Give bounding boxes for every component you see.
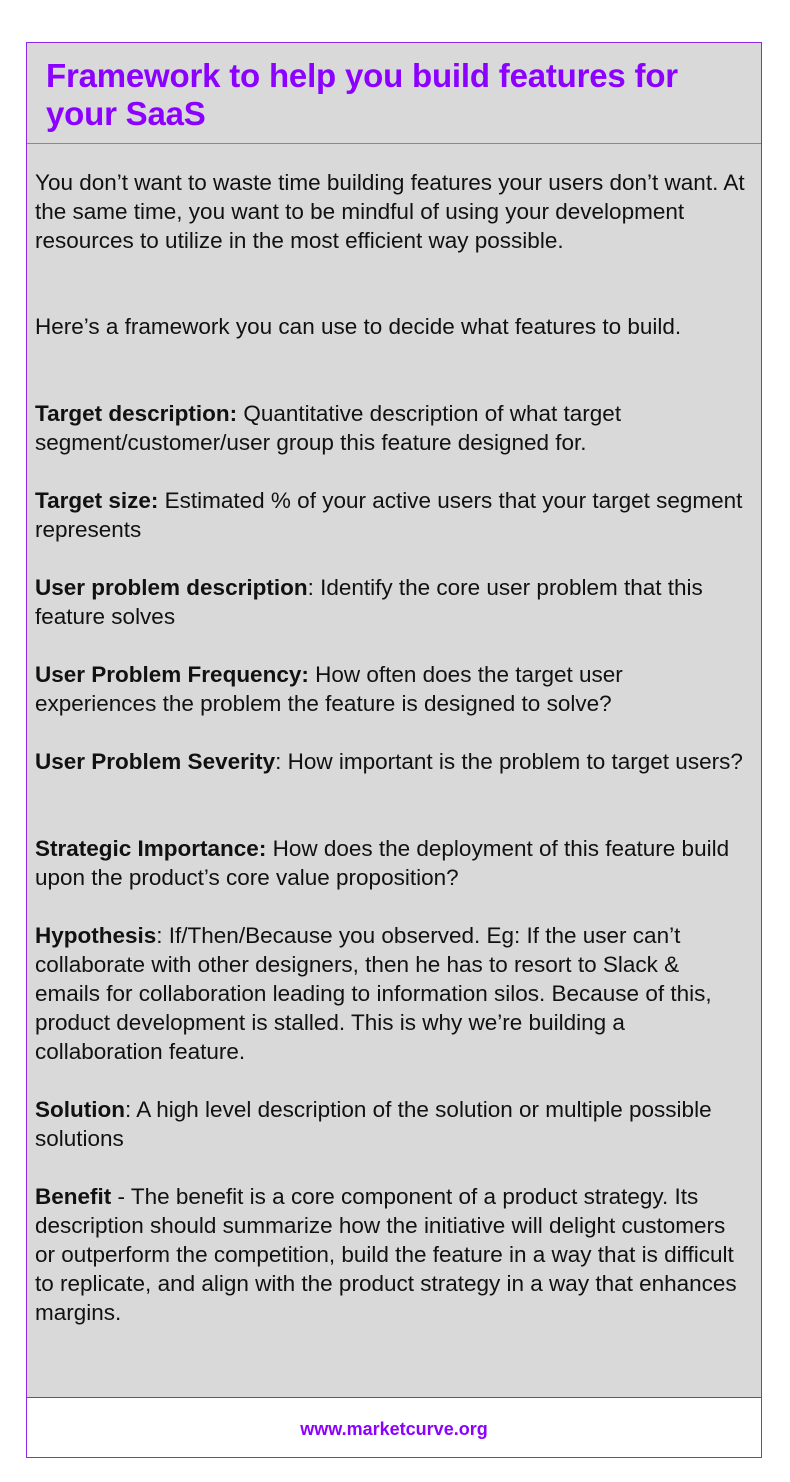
intro-paragraph: Here’s a framework you can use to decide what features to build.: [35, 314, 682, 339]
item-term: Target size:: [35, 488, 159, 513]
intro-paragraph: You don’t want to waste time building features your users don’t want. At the same time, you want to be mindful of using your development resources to utilize in the most efficient way possible.: [35, 170, 745, 253]
item-text: Estimated % of your active users that your target segment represents: [35, 488, 743, 542]
item-text: : Identify the core user problem that this feature solves: [35, 575, 703, 629]
content-body: [27, 144, 761, 1398]
framework-item-target-size: [35, 486, 750, 544]
item-text: : If/Then/Because you observed. Eg: If the user can’t collaborate with other designers, then he has to resort to Slack & emails for collaboration leading to information silos. Because of this, product development is stalled. This is why we’re building a collaboration feature.: [35, 923, 712, 1064]
item-term: Strategic Importance:: [35, 836, 267, 861]
item-term: User Problem Frequency:: [35, 662, 309, 687]
item-term: Hypothesis: [35, 923, 157, 948]
framework-item-user-problem-description: [35, 573, 750, 631]
framework-item-user-problem-severity: [35, 747, 750, 776]
framework-item-strategic-importance: [35, 834, 750, 892]
framework-item-target-description: [35, 399, 750, 457]
item-term: Benefit: [35, 1184, 112, 1209]
item-term: Target description:: [35, 401, 238, 426]
item-text: : How important is the problem to target users?: [275, 749, 743, 774]
framework-item-solution: [35, 1095, 750, 1153]
item-term: User problem description: [35, 575, 308, 600]
framework-item-user-problem-frequency: [35, 660, 750, 718]
card-footer: [27, 1399, 761, 1457]
item-text: - The benefit is a core component of a product strategy. Its description should summarize how the initiative will delight customers or outperform the competition, build the feature in a way that is difficult to replicate, and align with the product strategy in a way that enhances margins.: [35, 1184, 737, 1325]
item-text: Quantitative description of what target segment/customer/user group this feature designed for.: [35, 401, 622, 455]
item-text: How does the deployment of this feature build upon the product’s core value proposition?: [35, 836, 730, 890]
page-title: Framework to help you build features for your SaaS: [46, 57, 678, 132]
item-term: User Problem Severity: [35, 749, 276, 774]
item-text: : A high level description of the solution or multiple possible solutions: [35, 1097, 712, 1151]
item-term: Solution: [35, 1097, 125, 1122]
framework-card: [26, 42, 762, 1458]
card-header: [27, 43, 761, 144]
item-text: How often does the target user experiences the problem the feature is designed to solve?: [35, 662, 623, 716]
framework-item-hypothesis: [35, 921, 750, 1066]
website-link[interactable]: www.marketcurve.org: [300, 1419, 488, 1439]
framework-item-benefit: [35, 1182, 750, 1327]
